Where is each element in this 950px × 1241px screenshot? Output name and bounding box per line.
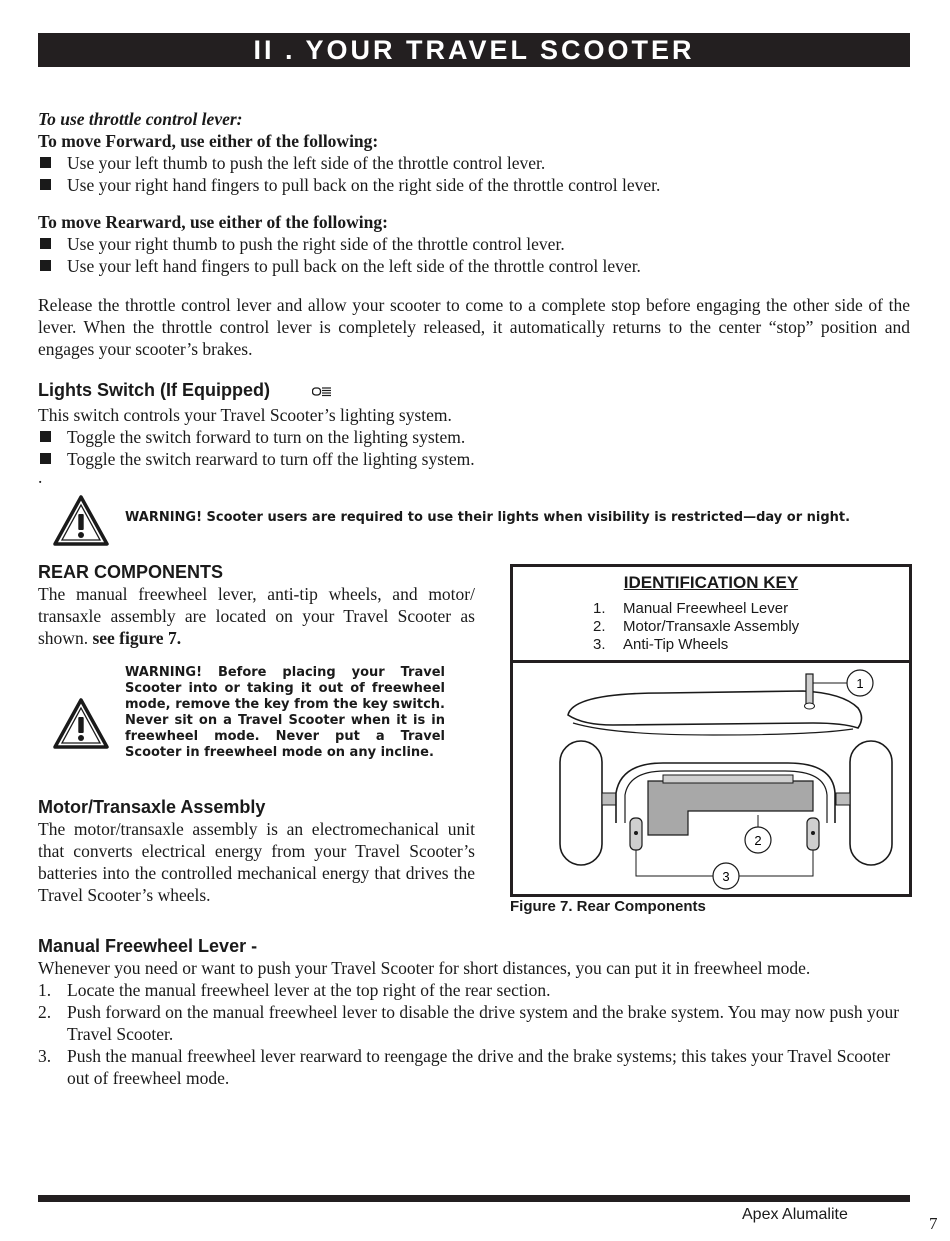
footer-rule bbox=[38, 1195, 910, 1202]
stray-dot: . bbox=[38, 467, 43, 487]
callout-2: 2 bbox=[754, 833, 762, 848]
rearward-section bbox=[38, 211, 910, 277]
throttle-intro: To use throttle control lever: bbox=[38, 109, 243, 129]
rear-components-section bbox=[38, 561, 475, 649]
bullet-square-icon bbox=[40, 260, 51, 271]
lights-section bbox=[38, 380, 910, 487]
callout-1: 1 bbox=[856, 676, 864, 691]
list-item: 1. Locate the manual freewheel lever at the top right of the rear section. bbox=[38, 980, 551, 1000]
bullet-square-icon bbox=[40, 179, 51, 190]
freewheel-steps bbox=[38, 979, 910, 1089]
rear-components-heading: REAR COMPONENTS bbox=[38, 562, 224, 582]
page-number: 7 bbox=[929, 1214, 938, 1233]
callout-3: 3 bbox=[722, 869, 730, 884]
freewheel-warning: WARNING! Before placing your Travel Scooter into or taking it out of freewheel mode, remove the key from the key switch. Never sit on a Travel Scooter when it is in freewheel mode. Never put a Travel Scooter in freewheel mode on any incline. bbox=[125, 665, 445, 760]
footer-product: Apex Alumalite bbox=[742, 1206, 848, 1223]
list-item: 3. Push the manual freewheel lever rearward to reengage the drive and the brake systems; this takes your Travel Scooter out of freewheel mode. bbox=[38, 1046, 891, 1088]
figure-caption: Figure 7. Rear Components bbox=[510, 898, 706, 915]
throttle-section bbox=[38, 108, 910, 196]
bullet-square-icon bbox=[40, 157, 51, 168]
freewheel-section bbox=[38, 935, 910, 1089]
lights-warning: WARNING! Scooter users are required to use their lights when visibility is restricted—day or night. bbox=[125, 510, 851, 525]
light-switch-icon bbox=[312, 385, 332, 403]
forward-heading: To move Forward, use either of the following: bbox=[38, 131, 379, 151]
list-item: 1. Manual Freewheel Lever bbox=[593, 600, 789, 617]
identification-key-box bbox=[510, 564, 912, 897]
figure-reference: see figure 7. bbox=[92, 628, 182, 648]
rear-components-figure bbox=[513, 663, 909, 894]
list-item: 2. Motor/Transaxle Assembly bbox=[593, 618, 800, 635]
list-item: Use your right hand fingers to pull back on the right side of the throttle control lever. bbox=[38, 174, 910, 196]
freewheel-intro: Whenever you need or want to push your Travel Scooter for short distances, you can put it in freewheel mode. bbox=[38, 958, 811, 978]
scooter-rear-illustration bbox=[513, 663, 909, 894]
bullet-square-icon bbox=[40, 238, 51, 249]
lights-heading: Lights Switch (If Equipped) bbox=[38, 380, 270, 400]
list-item: 3. Anti-Tip Wheels bbox=[593, 636, 729, 653]
lights-list bbox=[38, 426, 910, 470]
lights-description: This switch controls your Travel Scooter’s lighting system. bbox=[38, 405, 452, 425]
rear-components-paragraph: The manual freewheel lever, anti-tip wheels, and motor/ transaxle assembly are located on your Travel Scooter as shown. see figure 7. bbox=[38, 584, 475, 648]
freewheel-heading: Manual Freewheel Lever - bbox=[38, 936, 258, 956]
warning-icon bbox=[52, 494, 110, 553]
rearward-heading: To move Rearward, use either of the following: bbox=[38, 212, 388, 232]
list-item: Toggle the switch rearward to turn off the lighting system. bbox=[38, 448, 910, 470]
motor-section bbox=[38, 796, 475, 906]
release-paragraph: Release the throttle control lever and allow your scooter to come to a complete stop before engaging the other side of the lever. When the throttle control lever is completely released, it automatically returns to the center “stop” position and engages your scooter’s brakes. bbox=[38, 295, 910, 359]
motor-heading: Motor/Transaxle Assembly bbox=[38, 797, 266, 817]
warning-icon bbox=[52, 697, 110, 756]
bullet-square-icon bbox=[40, 431, 51, 442]
identification-key-title: IDENTIFICATION KEY bbox=[623, 573, 799, 592]
list-item: Use your left hand fingers to pull back on the left side of the throttle control lever. bbox=[38, 255, 910, 277]
page-title: II . YOUR TRAVEL SCOOTER bbox=[38, 33, 910, 67]
forward-list bbox=[38, 152, 910, 196]
list-item: Use your left thumb to push the left side of the throttle control lever. bbox=[38, 152, 910, 174]
list-item: 2. Push forward on the manual freewheel lever to disable the drive system and the brake system. You may now push your Travel Scooter. bbox=[38, 1002, 900, 1044]
list-item: Toggle the switch forward to turn on the lighting system. bbox=[38, 426, 910, 448]
identification-key bbox=[513, 567, 909, 663]
motor-paragraph: The motor/transaxle assembly is an electromechanical unit that converts electrical energy from your Travel Scooter’s batteries into the controlled mechanical energy that drives the Travel Scooter’s wheels. bbox=[38, 819, 475, 905]
list-item: Use your right thumb to push the right side of the throttle control lever. bbox=[38, 233, 910, 255]
rearward-list bbox=[38, 233, 910, 277]
identification-key-list bbox=[593, 600, 799, 654]
bullet-square-icon bbox=[40, 453, 51, 464]
